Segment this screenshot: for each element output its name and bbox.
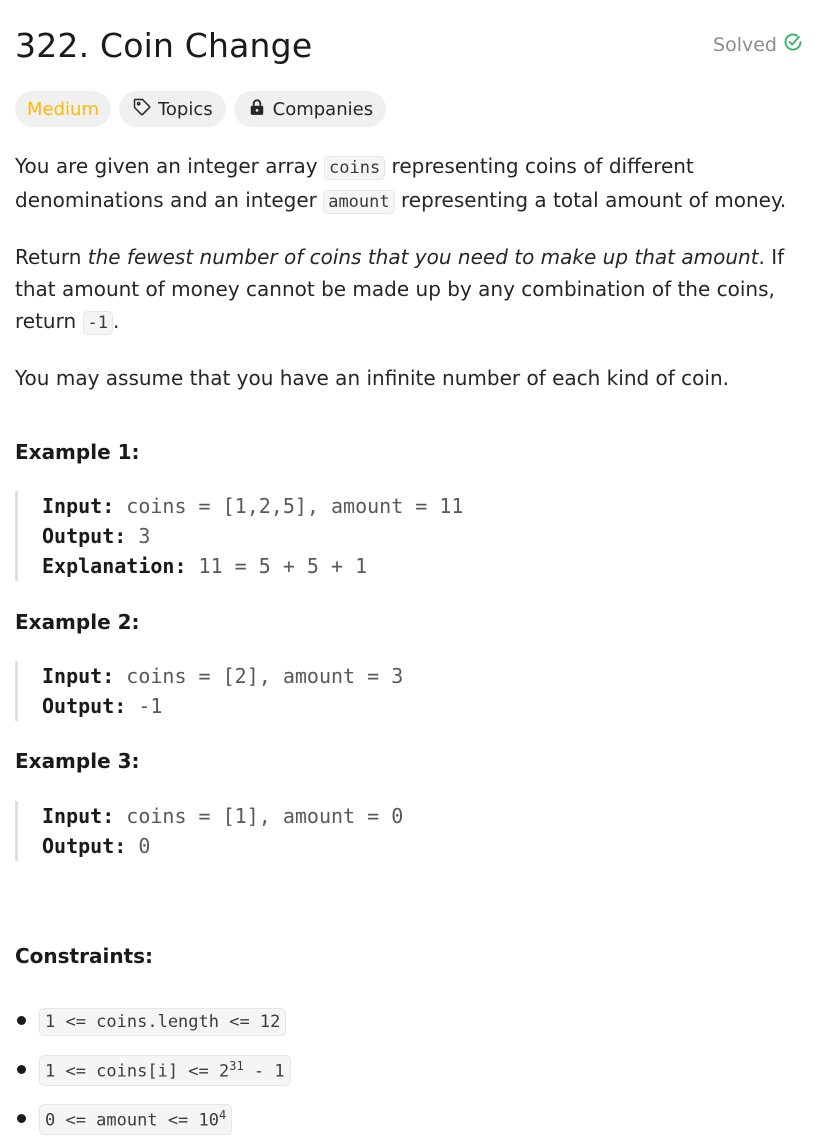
output-label: Output:: [42, 834, 127, 858]
problem-description: [15, 150, 810, 394]
example-output: [42, 521, 463, 551]
text: - 1: [243, 1061, 285, 1082]
text: Return: [15, 245, 88, 269]
problem-title: 322. Coin Change: [15, 26, 313, 65]
difficulty-badge: [15, 91, 111, 127]
text: representing coins of different denominations and an integer: [15, 154, 694, 212]
example-output: [42, 831, 403, 861]
example-input: [42, 491, 463, 521]
constraint-code: [39, 1104, 232, 1135]
inline-code: -1: [83, 311, 113, 335]
text: .: [113, 309, 120, 333]
example-input: [42, 801, 403, 831]
emphasis-text: the fewest number of coins that you need to make up that amount: [87, 245, 759, 269]
example-2-block: [15, 661, 403, 721]
description-paragraph: [15, 241, 810, 339]
tag-row: [15, 91, 386, 127]
input-value: coins = [2], amount = 3: [114, 664, 404, 688]
example-explanation: [42, 551, 463, 581]
solved-label: Solved: [713, 33, 777, 56]
constraint-code: 1 <= coins.length <= 12: [39, 1008, 286, 1036]
companies-label: Companies: [272, 98, 374, 120]
input-label: Input:: [42, 494, 115, 518]
output-value: -1: [126, 694, 163, 718]
text: . If that amount of money cannot be made up by any combination of the coins, return: [15, 245, 785, 333]
inline-code: coins: [324, 156, 385, 180]
companies-button[interactable]: [234, 91, 386, 127]
text: 1 <= coins[i] <= 2: [45, 1061, 230, 1082]
example-1-title: Example 1:: [15, 440, 140, 464]
constraint-code: [39, 1055, 291, 1086]
input-value: coins = [1,2,5], amount = 11: [114, 494, 464, 518]
difficulty-label: Medium: [27, 98, 99, 120]
example-input: [42, 661, 403, 691]
superscript: 4: [219, 1108, 227, 1123]
topics-button[interactable]: [119, 91, 226, 127]
bullet-icon: [17, 1114, 26, 1123]
text: You are given an integer array: [15, 154, 325, 178]
output-value: 3: [126, 524, 151, 548]
inline-code: amount: [323, 190, 394, 214]
example-1-block: [15, 491, 463, 581]
check-circle-icon: [783, 32, 803, 57]
tag-icon: [132, 97, 152, 122]
topics-label: Topics: [157, 98, 213, 120]
input-value: coins = [1], amount = 0: [114, 804, 404, 828]
explanation-label: Explanation:: [42, 554, 187, 578]
explanation-value: 11 = 5 + 5 + 1: [186, 554, 368, 578]
output-label: Output:: [42, 694, 127, 718]
bullet-icon: [17, 1065, 26, 1074]
constraint-item: [15, 1095, 291, 1144]
solved-status: [713, 32, 803, 57]
constraints-list: [15, 997, 291, 1144]
text: 0 <= amount <= 10: [45, 1110, 219, 1131]
output-value: 0: [126, 834, 151, 858]
example-output: [42, 691, 403, 721]
example-3-title: Example 3:: [15, 749, 140, 773]
bullet-icon: [17, 1016, 26, 1025]
constraints-title: Constraints:: [15, 944, 154, 968]
problem-header: [15, 24, 803, 68]
description-paragraph: You may assume that you have an infinite number of each kind of coin.: [15, 366, 730, 390]
output-label: Output:: [42, 524, 127, 548]
input-label: Input:: [42, 804, 115, 828]
description-paragraph: [15, 150, 810, 218]
text: representing a total amount of money.: [394, 188, 787, 212]
input-label: Input:: [42, 664, 115, 688]
constraint-item: [15, 997, 291, 1046]
lock-icon: [247, 97, 267, 122]
superscript: 31: [229, 1059, 244, 1074]
constraint-item: [15, 1046, 291, 1095]
example-2-title: Example 2:: [15, 610, 140, 634]
example-3-block: [15, 801, 403, 861]
